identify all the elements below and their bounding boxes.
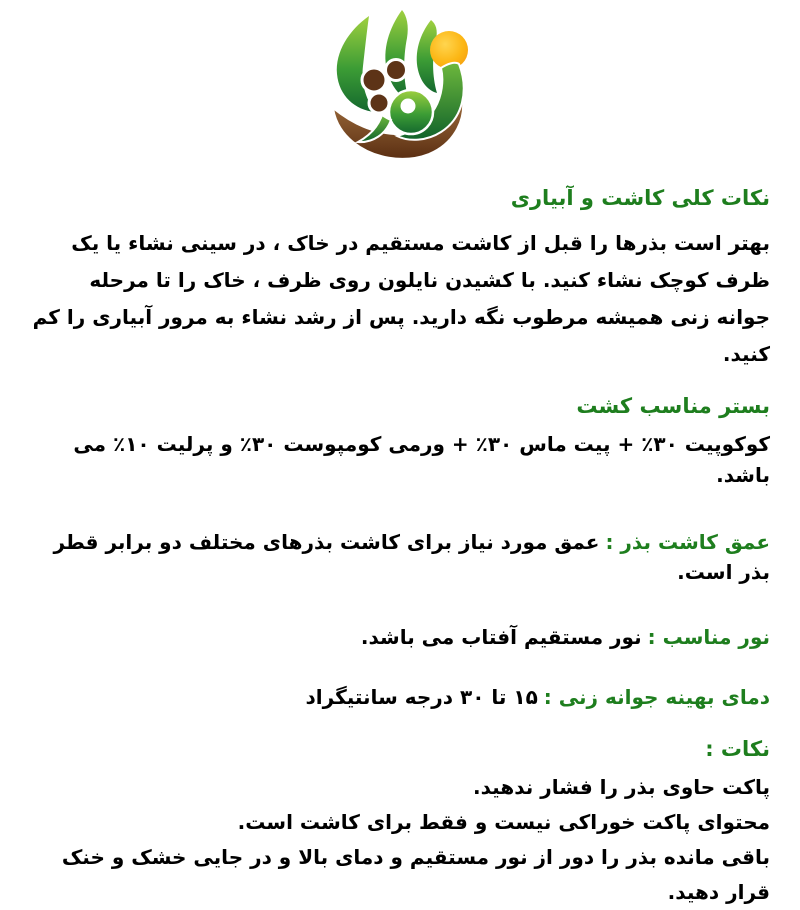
logo-seed-1 xyxy=(362,68,386,92)
notes-list xyxy=(30,770,770,910)
germination-temperature-line xyxy=(30,682,770,712)
germination-temperature-value: ۱۵ تا ۳۰ درجه سانتیگراد xyxy=(305,685,538,709)
heading-notes: نکات : xyxy=(705,737,770,761)
logo-seed-3 xyxy=(369,93,389,113)
logo-seed-2 xyxy=(386,60,407,81)
light-requirement-value: نور مستقیم آفتاب می باشد. xyxy=(360,625,642,649)
seed-brand-logo xyxy=(325,6,475,165)
note-storage: باقی مانده بذر را دور از نور مستقیم و دمای بالا و در جایی خشک و خنک قرار دهید. xyxy=(61,845,770,904)
flyer-page xyxy=(0,6,800,904)
logo-graphic xyxy=(325,6,475,161)
note-dont-squeeze-packet: پاکت حاوی بذر را فشار ندهید. xyxy=(473,775,770,799)
paragraph-presowing-instructions: بهتر است بذرها را قبل از کاشت مستقیم در خاک ، در سینی نشاء یا یک ظرف کوچک نشاء کنید. با کشیدن نایلون روی ظرف ، خاک را تا مرحله جوانه زنی همیشه مرطوب نگه دارید. پس از رشد نشاء به مرور آبیاری را کم کنید. xyxy=(32,231,770,366)
note-not-edible: محتوای پاکت خوراکی نیست و فقط برای کاشت است. xyxy=(237,810,770,834)
sowing-depth-line xyxy=(30,527,770,587)
logo-swirl-hole xyxy=(401,99,416,114)
flyer-content xyxy=(0,185,800,910)
sowing-depth-label: عمق کاشت بذر : xyxy=(605,530,770,554)
logo-center-leaf xyxy=(385,10,409,100)
substrate-mix-line: کوکوپیت ۳۰٪ + پیت ماس ۳۰٪ + ورمی کومپوست ۳۰٪ و پرلیت ۱۰٪ می باشد. xyxy=(73,432,770,487)
light-requirement-label: نور مناسب : xyxy=(647,625,770,649)
sowing-depth-value: عمق مورد نیاز برای کاشت بذرهای مختلف دو برابر قطر بذر است. xyxy=(53,530,770,584)
heading-general-planting-irrigation: نکات کلی کاشت و آبیاری xyxy=(510,186,770,210)
heading-substrate: بستر مناسب کشت xyxy=(576,394,770,418)
light-requirement-line xyxy=(30,622,770,652)
germination-temperature-label: دمای بهینه جوانه زنی : xyxy=(543,685,770,709)
